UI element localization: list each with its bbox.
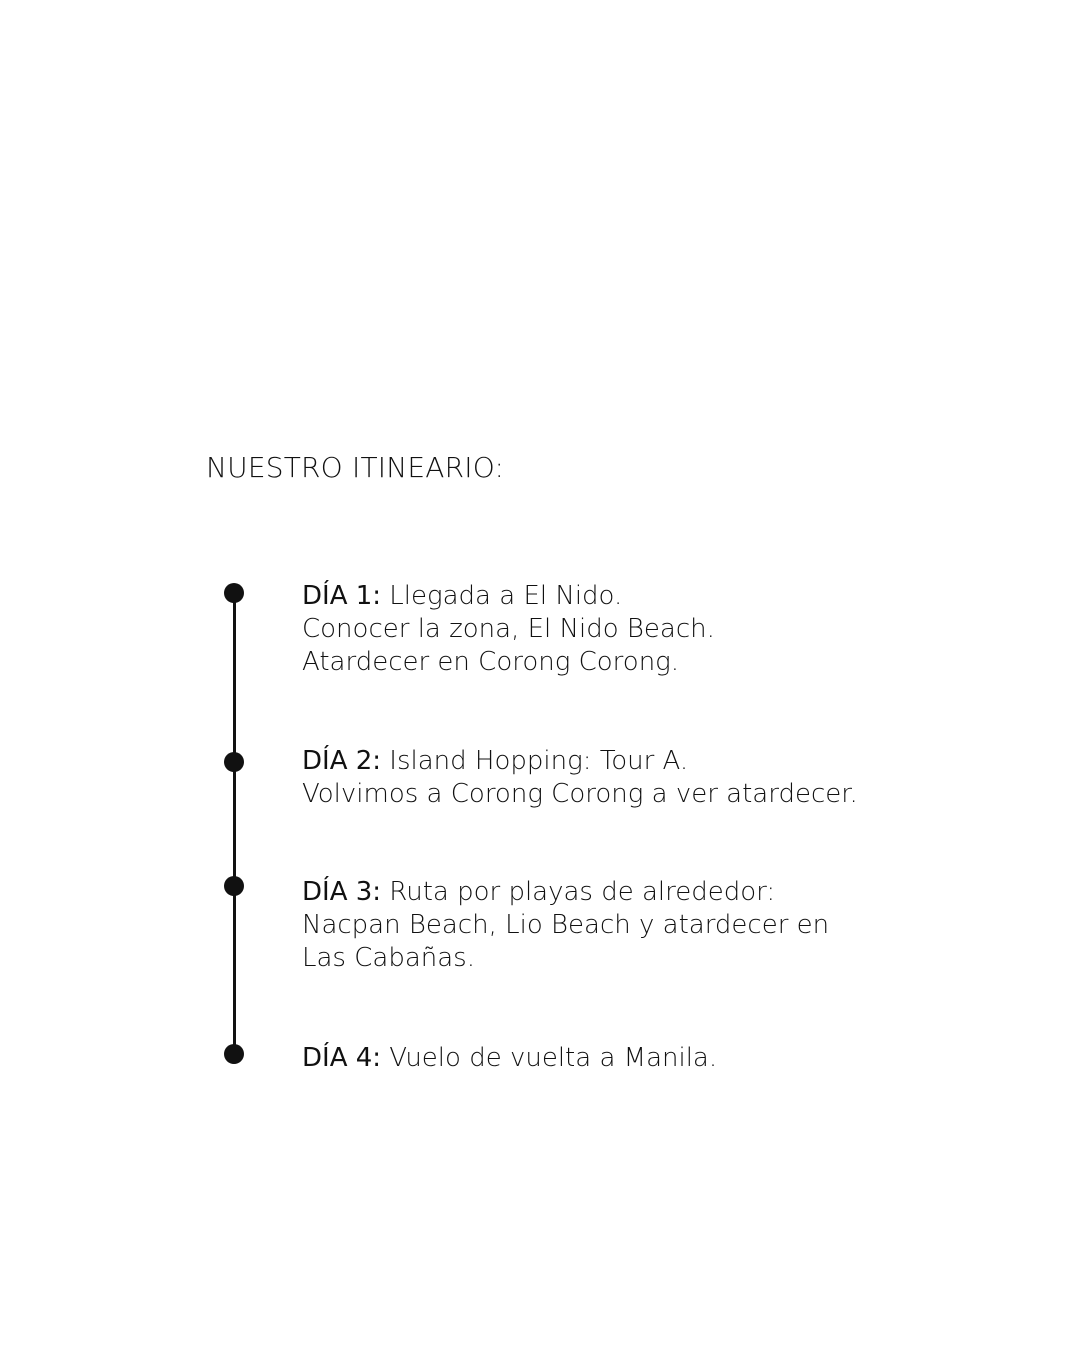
itinerary-entry-day-2 — [302, 745, 858, 811]
timeline-dot-day-4 — [224, 1044, 244, 1064]
day-label: DÍA 1: — [302, 581, 382, 611]
itinerary-entry-day-3 — [302, 876, 829, 975]
timeline-line — [233, 592, 236, 1054]
entry-text: Llegada a El Nido. — [381, 581, 623, 611]
itinerary-entry-day-1 — [302, 580, 715, 679]
timeline-dot-day-2 — [224, 752, 244, 772]
entry-first-line — [302, 876, 829, 909]
timeline-dot-day-1 — [224, 583, 244, 603]
entry-first-line — [302, 580, 715, 613]
entry-first-line — [302, 745, 858, 778]
entry-line: Atardecer en Corong Corong. — [302, 647, 680, 677]
day-label: DÍA 3: — [302, 877, 382, 907]
timeline-dot-day-3 — [224, 876, 244, 896]
entry-line: Nacpan Beach, Lio Beach y atardecer en — [302, 910, 830, 940]
entry-line: Volvimos a Corong Corong a ver atardecer. — [302, 779, 858, 809]
entry-line: Conocer la zona, El Nido Beach. — [302, 614, 715, 644]
day-label: DÍA 2: — [302, 746, 382, 776]
entry-text: Ruta por playas de alrededor: — [381, 877, 776, 907]
entry-first-line — [302, 1042, 717, 1075]
entry-text: Vuelo de vuelta a Manila. — [381, 1043, 718, 1073]
page-title: NUESTRO ITINEARIO: — [206, 451, 505, 484]
itinerary-entry-day-4 — [302, 1042, 717, 1075]
day-label: DÍA 4: — [302, 1043, 382, 1073]
entry-text: Island Hopping: Tour A. — [381, 746, 689, 776]
entry-line: Las Cabañas. — [302, 943, 475, 973]
